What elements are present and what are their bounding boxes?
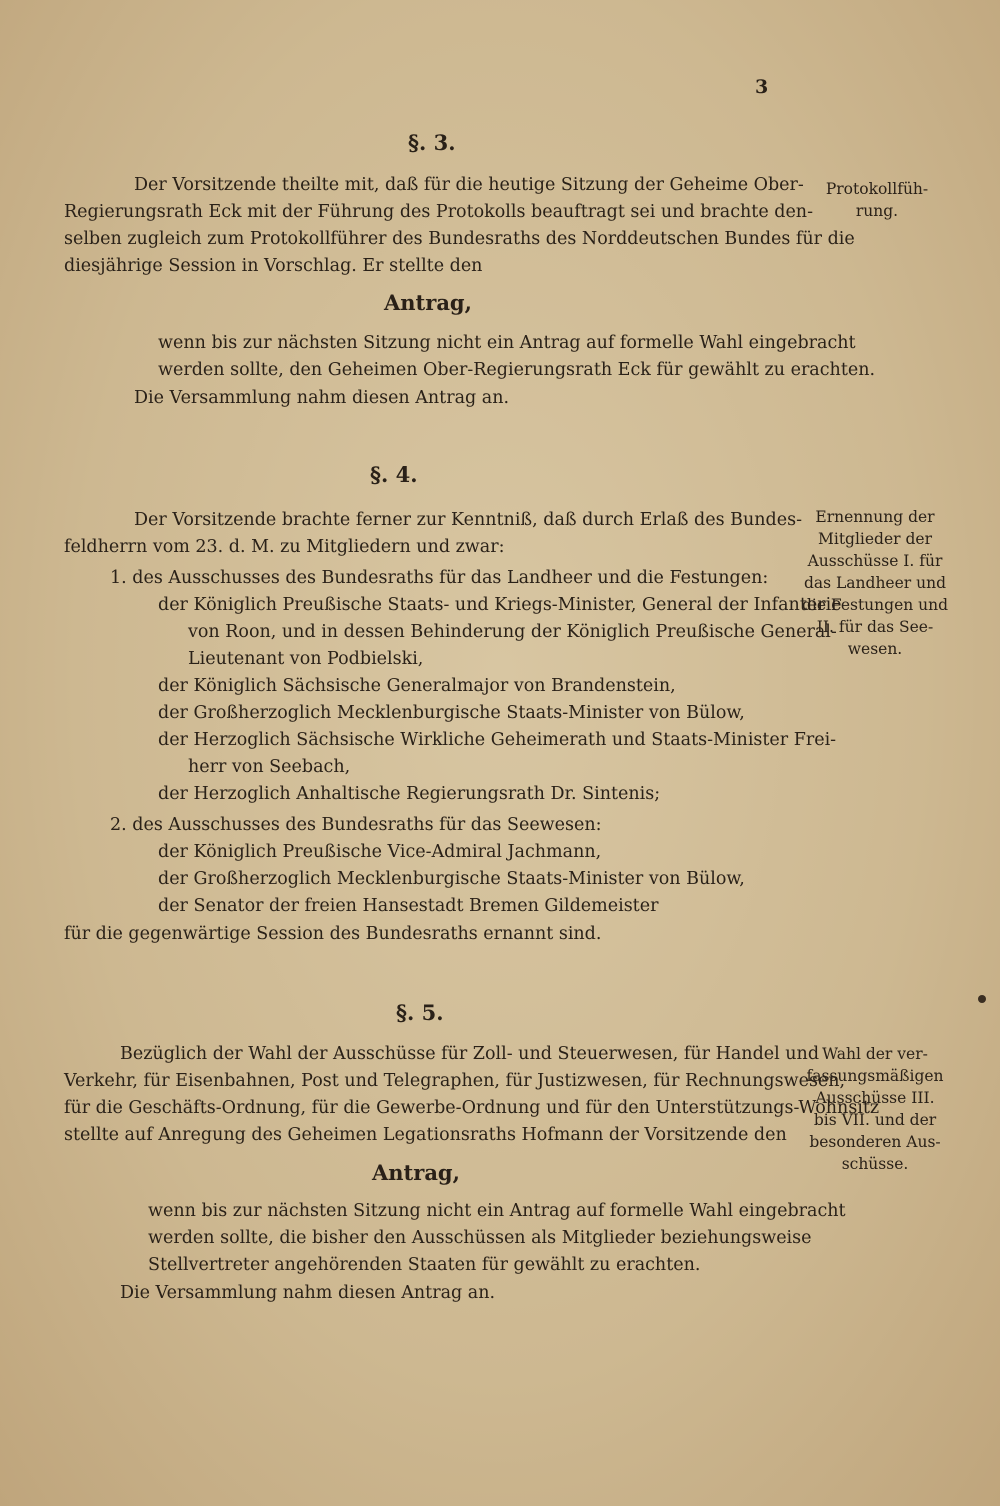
section-5-closing: Die Versammlung nahm diesen Antrag an.: [120, 1283, 496, 1303]
text-line: für die Geschäfts-Ordnung, für die Gewerbe-Ordnung und für den Unterstützungs-Wohnsitz: [64, 1098, 880, 1118]
section-4-list: [110, 565, 842, 920]
margin-line: wesen.: [847, 640, 903, 658]
antrag-label-5: Antrag,: [372, 1160, 460, 1185]
margin-line: besonderen Aus-: [809, 1133, 941, 1151]
margin-line: die Festungen und: [801, 596, 949, 614]
margin-line: Ausschüsse I. für: [807, 552, 943, 570]
text-line: Stellvertreter angehörenden Staaten für gewählt zu erachten.: [148, 1255, 701, 1275]
text-line: Bezüglich der Wahl der Ausschüsse für Zoll- und Steuerwesen, für Handel und: [120, 1044, 820, 1064]
margin-note-4: [780, 506, 970, 660]
margin-line: das Landheer und: [803, 574, 947, 592]
list-item: der Senator der freien Hansestadt Bremen Gildemeister: [158, 896, 659, 916]
text-line: werden sollte, die bisher den Ausschüssen als Mitglieder beziehungsweise: [148, 1228, 812, 1248]
section-heading-3: §. 3.: [408, 130, 456, 155]
list-item: der Königlich Preußische Staats- und Kriegs-Minister, General der Infanterie: [158, 595, 842, 615]
section-3-paragraph: [64, 172, 855, 280]
section-5-antrag: [148, 1198, 846, 1279]
section-heading-4: §. 4.: [370, 462, 418, 487]
text-line: werden sollte, den Geheimen Ober-Regierungsrath Eck für gewählt zu erachten.: [158, 360, 876, 380]
text-line: Regierungsrath Eck mit der Führung des Protokolls beauftragt sei und brachte den-: [64, 202, 813, 222]
margin-line: rung.: [855, 202, 899, 220]
list-item: der Großherzoglich Mecklenburgische Staats-Minister von Bülow,: [158, 869, 745, 889]
text-line: Der Vorsitzende theilte mit, daß für die heutige Sitzung der Geheime Ober-: [134, 175, 804, 195]
text-line: wenn bis zur nächsten Sitzung nicht ein Antrag auf formelle Wahl eingebracht: [148, 1201, 846, 1221]
text-line: Der Vorsitzende brachte ferner zur Kenntniß, daß durch Erlaß des Bundes-: [134, 510, 802, 530]
section-3-antrag: [158, 330, 876, 384]
text-line: diesjährige Session in Vorschlag. Er stellte den: [64, 256, 483, 276]
page-number: 3: [755, 76, 769, 98]
list-item: der Herzoglich Anhaltische Regierungsrath Dr. Sintenis;: [158, 784, 661, 804]
text-line: wenn bis zur nächsten Sitzung nicht ein Antrag auf formelle Wahl eingebracht: [158, 333, 856, 353]
list-item: 1. des Ausschusses des Bundesraths für das Landheer und die Festungen:: [110, 568, 769, 588]
section-4-closing: für die gegenwärtige Session des Bundesraths ernannt sind.: [64, 924, 602, 944]
list-item: von Roon, und in dessen Behinderung der Königlich Preußische General-: [188, 622, 837, 642]
list-item: herr von Seebach,: [188, 757, 351, 777]
list-item: der Königlich Preußische Vice-Admiral Jachmann,: [158, 842, 602, 862]
margin-line: Protokollfüh-: [825, 180, 929, 198]
section-3-closing: Die Versammlung nahm diesen Antrag an.: [134, 388, 510, 408]
margin-note-3: [782, 178, 972, 222]
margin-line: fassungsmäßigen: [806, 1067, 944, 1085]
antrag-label-3: Antrag,: [384, 290, 472, 315]
list-item: Lieutenant von Podbielski,: [188, 649, 424, 669]
text-line: feldherrn vom 23. d. M. zu Mitgliedern und zwar:: [64, 537, 505, 557]
ink-spot: [978, 995, 986, 1003]
margin-line: Ernennung der: [815, 508, 935, 526]
margin-line: Wahl der ver-: [822, 1045, 928, 1063]
list-item: 2. des Ausschusses des Bundesraths für das Seewesen:: [110, 815, 602, 835]
text-line: Verkehr, für Eisenbahnen, Post und Telegraphen, für Justizwesen, für Rechnungswesen,: [64, 1071, 846, 1091]
margin-line: schüsse.: [841, 1155, 909, 1173]
margin-note-5: [780, 1043, 970, 1175]
text-line: stellte auf Anregung des Geheimen Legationsraths Hofmann der Vorsitzende den: [64, 1125, 787, 1145]
list-item: der Königlich Sächsische Generalmajor von Brandenstein,: [158, 676, 676, 696]
list-item: der Herzoglich Sächsische Wirkliche Geheimerath und Staats-Minister Frei-: [158, 730, 837, 750]
margin-line: Ausschüsse III.: [815, 1089, 935, 1107]
section-heading-5: §. 5.: [396, 1000, 444, 1025]
section-4-paragraph: [64, 507, 802, 561]
margin-line: bis VII. und der: [813, 1111, 937, 1129]
list-item: der Großherzoglich Mecklenburgische Staats-Minister von Bülow,: [158, 703, 745, 723]
margin-line: II. für das See-: [816, 618, 934, 636]
margin-line: Mitglieder der: [817, 530, 932, 548]
text-line: selben zugleich zum Protokollführer des Bundesraths des Norddeutschen Bundes für die: [64, 229, 855, 249]
